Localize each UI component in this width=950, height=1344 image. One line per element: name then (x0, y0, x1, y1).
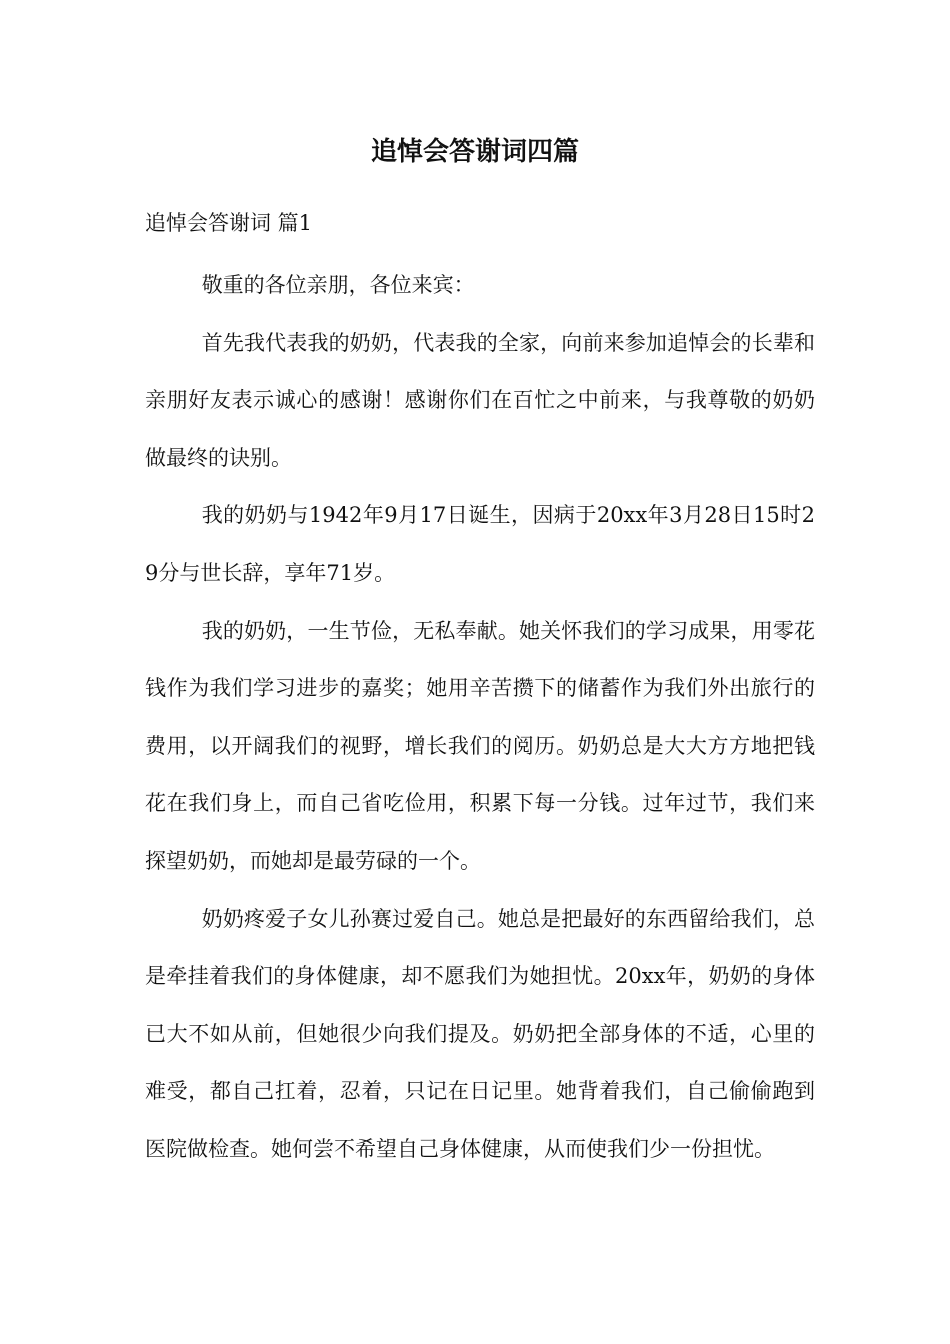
paragraph-thanks: 首先我代表我的奶奶，代表我的全家，向前来参加追悼会的长辈和亲朋好友表示诚心的感谢！感谢你们在百忙之中前来，与我尊敬的奶奶做最终的诀别。 (145, 330, 815, 470)
paragraph-salutation: 敬重的各位亲朋，各位来宾： (201, 273, 475, 297)
document-body (145, 257, 815, 1179)
document-title: 追悼会答谢词四篇 (370, 137, 579, 167)
section-heading: 追悼会答谢词 篇1 (145, 211, 313, 235)
paragraph-frugality: 我的奶奶，一生节俭，无私奉献。她关怀我们的学习成果，用零花钱作为我们学习进步的嘉奖；她用辛苦攒下的储蓄作为我们外出旅行的费用，以开阔我们的视野，增长我们的阅历。奶奶总是大大方方地把钱花在我们身上，而自己省吃俭用，积累下每一分钱。过年过节，我们来探望奶奶，而她却是最劳碌的一个。 (145, 618, 815, 873)
paragraph-biography: 我的奶奶与1942年9月17日诞生，因病于20xx年3月28日15时29分与世长辞，享年71岁。 (145, 503, 815, 585)
paragraph-devotion: 奶奶疼爱子女儿孙赛过爱自己。她总是把最好的东西留给我们，总是牵挂着我们的身体健康，却不愿我们为她担忧。20xx年，奶奶的身体已大不如从前，但她很少向我们提及。奶奶把全部身体的不适，心里的难受，都自己扛着，忍着，只记在日记里。她背着我们，自己偷偷跑到医院做检查。她何尝不希望自己身体健康，从而使我们少一份担忧。 (145, 906, 815, 1161)
